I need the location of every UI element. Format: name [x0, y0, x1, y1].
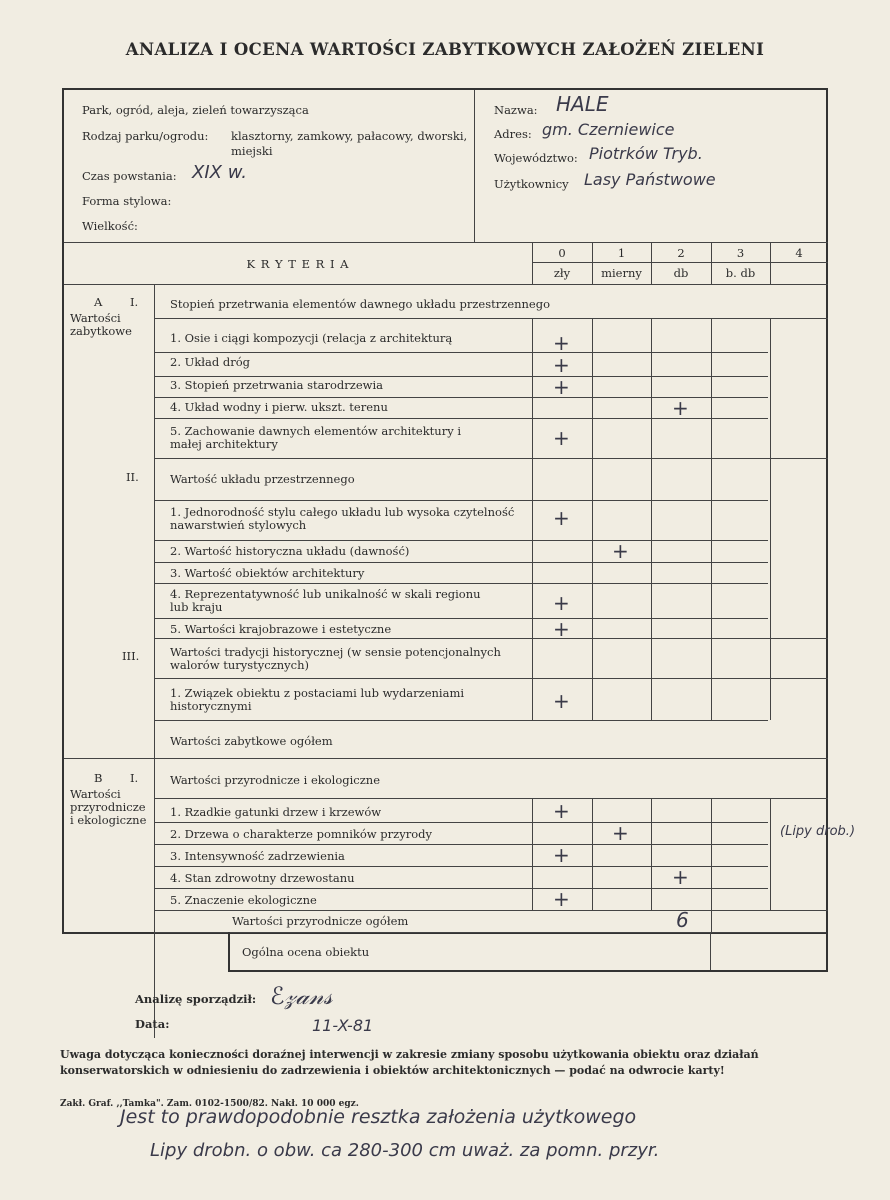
address-value: gm. Czerniewice [542, 120, 675, 139]
divider [154, 583, 768, 584]
park-type-label: Park, ogród, aleja, zieleń towarzysząca [82, 103, 309, 117]
section-a-letter: A [94, 295, 103, 309]
score-number: 1 [617, 246, 626, 260]
name-label: Nazwa: [494, 103, 538, 117]
score-mark: + [553, 331, 570, 355]
handwritten-note-1: Jest to prawdopodobnie resztka założenia użytkowego [120, 1106, 637, 1128]
score-mark: + [553, 887, 570, 911]
handwritten-note-2: Lipy drobn. o obw. ca 280-300 cm uważ. za pomn. przyr. [150, 1140, 660, 1161]
divider [154, 562, 768, 563]
divider [532, 798, 533, 910]
divider [651, 798, 652, 910]
divider [711, 318, 712, 720]
a2-row: 2. Wartość historyczna układu (dawność) [170, 544, 410, 558]
criteria-title: K R Y T E R I A [246, 257, 350, 271]
divider [532, 318, 533, 720]
a2-row: 3. Wartość obiektów architektury [170, 566, 365, 580]
prepared-label: Analizę sporządził: [135, 992, 257, 1006]
divider [651, 318, 652, 720]
score-mark: + [612, 539, 629, 563]
divider [651, 242, 652, 284]
origin-label: Czas powstania: [82, 169, 177, 183]
section-b1-heading: Wartości przyrodnicze i ekologiczne [170, 773, 381, 787]
b1-row: 3. Intensywność zadrzewienia [170, 849, 345, 863]
a2-row: 1. Jednorodność stylu całego układu lub wysoka czytelność nawarstwień stylowych [170, 505, 515, 532]
kind-label: Rodzaj parku/ogrodu: [82, 129, 209, 143]
score-mark: + [553, 617, 570, 641]
divider [154, 798, 828, 799]
address-label: Adres: [494, 127, 532, 141]
a1-row: 3. Stopień przetrwania starodrzewia [170, 378, 383, 392]
divider [154, 910, 828, 911]
divider [592, 798, 593, 910]
signature-icon: ℰ𝓏𝒶𝓃𝓈 [270, 982, 333, 1010]
divider [592, 242, 593, 284]
a1-row: 2. Układ dróg [170, 355, 251, 369]
divider [154, 540, 768, 541]
section-a-roman-2: II. [126, 470, 139, 484]
section-a-total: Wartości zabytkowe ogółem [170, 734, 333, 748]
assessment-form [62, 88, 856, 934]
score-label: mierny [601, 266, 642, 280]
score-mark: + [553, 426, 570, 450]
page-title: ANALIZA I OCENA WARTOŚCI ZABYTKOWYCH ZAŁOŻEŃ ZIELENI [125, 40, 765, 59]
score-number: 4 [795, 246, 803, 260]
user-label: Użytkownicy [494, 177, 569, 191]
score-mark: + [553, 375, 570, 399]
overall-row [228, 932, 828, 972]
section-b-roman-1: I. [130, 771, 139, 785]
user-value: Lasy Państwowe [584, 170, 716, 189]
divider [64, 758, 828, 759]
divider [710, 932, 711, 970]
score-mark: + [553, 591, 570, 615]
a2-row: 4. Reprezentatywność lub unikalność w skali regionu lub kraju [170, 587, 481, 614]
origin-value: XIX w. [192, 162, 247, 183]
a3-row: 1. Związek obiektu z postaciami lub wydarzeniami historycznymi [170, 686, 465, 713]
a1-row: 5. Zachowanie dawnych elementów architektury i małej architektury [170, 424, 462, 451]
score-number: 0 [558, 246, 566, 260]
divider [154, 458, 828, 459]
a1-row: 4. Układ wodny i pierw. ukszt. terenu [170, 400, 388, 414]
divider [64, 242, 828, 243]
notice: Uwaga dotycząca konieczności doraźnej interwencji w zakresie zmiany sposobu użytkowania obiektu oraz działań konserwatorskich w odniesieniu do zadrzewienia i obiektów architektonicznych — podać na odwrocie karty! [60, 1048, 759, 1077]
divider [154, 720, 768, 721]
divider [154, 352, 768, 353]
section-b-letter: B [94, 771, 103, 785]
overall-label: Ogólna ocena obiektu [242, 945, 370, 959]
b1-row: 5. Znaczenie ekologiczne [170, 893, 317, 907]
voivodeship-value: Piotrków Tryb. [589, 144, 703, 163]
section-b-total-value: 6 [676, 908, 689, 932]
divider [154, 618, 768, 619]
section-b-title: Wartości przyrodnicze i ekologiczne [70, 787, 147, 827]
score-mark: + [553, 689, 570, 713]
divider [64, 284, 828, 285]
section-a3-heading: Wartości tradycji historycznej (w sensie potencjonalnych walorów turystycznych) [170, 645, 501, 672]
section-b-note: (Lipy drob.) [780, 824, 856, 839]
style-label: Forma stylowa: [82, 194, 172, 208]
name-value: HALE [556, 92, 609, 116]
score-label: b. db [725, 266, 756, 280]
b1-row: 2. Drzewa o charakterze pomników przyrody [170, 827, 432, 841]
divider [592, 318, 593, 720]
score-mark: + [612, 821, 629, 845]
section-a-roman-3: III. [122, 649, 140, 663]
score-mark: + [553, 506, 570, 530]
divider [154, 678, 828, 679]
section-b-total: Wartości przyrodnicze ogółem [232, 914, 409, 928]
b1-row: 1. Rzadkie gatunki drzew i krzewów [170, 805, 382, 819]
divider [711, 242, 712, 284]
score-mark: + [672, 396, 689, 420]
section-a2-heading: Wartość układu przestrzennego [170, 472, 355, 486]
divider [154, 822, 768, 823]
b1-row: 4. Stan zdrowotny drzewostanu [170, 871, 355, 885]
divider [154, 318, 828, 319]
section-a1-heading: Stopień przetrwania elementów dawnego układu przestrzennego [170, 297, 551, 311]
divider [770, 318, 771, 720]
divider [154, 638, 828, 639]
score-number: 3 [736, 246, 745, 260]
divider [154, 844, 768, 845]
size-label: Wielkość: [82, 219, 138, 233]
kind-options-2: miejski [231, 144, 273, 158]
score-mark: + [553, 843, 570, 867]
divider [770, 242, 771, 284]
divider [474, 90, 475, 242]
voivodeship-label: Województwo: [494, 151, 578, 165]
score-mark: + [553, 799, 570, 823]
divider [711, 798, 712, 932]
score-label: db [673, 266, 689, 280]
a1-row: 1. Osie i ciągi kompozycji (relacja z architekturą [170, 331, 453, 345]
score-label: zły [553, 266, 571, 280]
kind-options: klasztorny, zamkowy, pałacowy, dworski, [231, 129, 468, 143]
divider [532, 262, 828, 263]
a2-row: 5. Wartości krajobrazowe i estetyczne [170, 622, 392, 636]
score-mark: + [672, 865, 689, 889]
section-a-roman-1: I. [130, 295, 139, 309]
date-label: Data: [135, 1017, 170, 1031]
divider [770, 798, 771, 910]
score-mark: + [553, 353, 570, 377]
date-value: 11-X-81 [312, 1016, 374, 1035]
printer-info: Zakł. Graf. ,,Tamka". Zam. 0102-1500/82. Nakł. 10 000 egz. [60, 1099, 359, 1109]
score-number: 2 [677, 246, 685, 260]
divider [154, 376, 768, 377]
section-a-title: Wartości zabytkowe [70, 311, 132, 338]
divider [154, 500, 768, 501]
